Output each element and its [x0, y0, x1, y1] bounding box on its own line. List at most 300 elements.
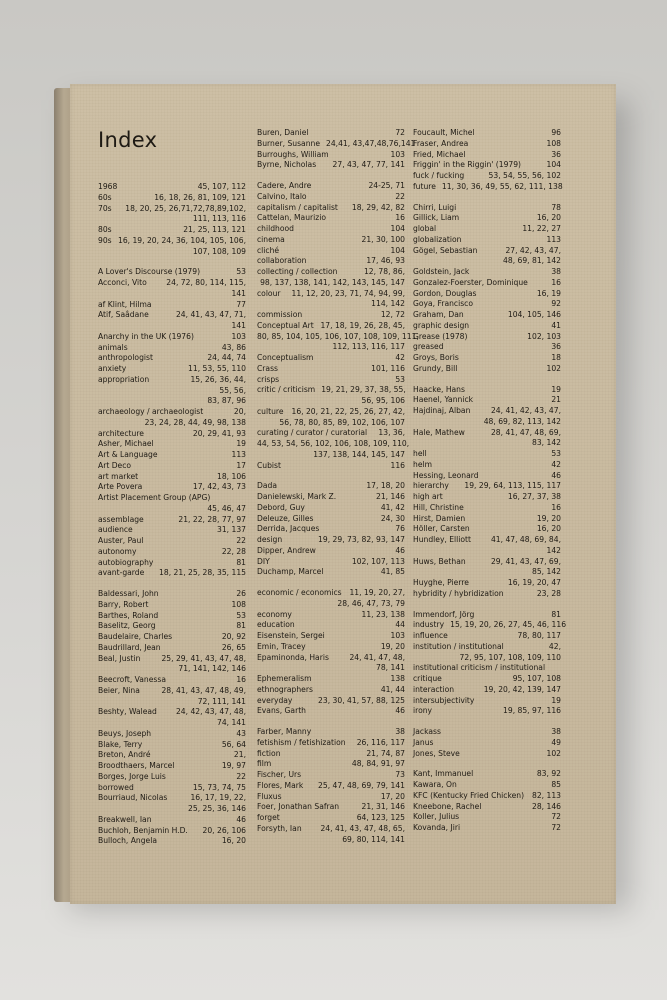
- index-term: Haacke, Hans: [413, 384, 465, 394]
- index-entry: [257, 213, 405, 224]
- index-pages: 104: [390, 224, 405, 233]
- index-term: Huws, Bethan: [413, 556, 466, 566]
- index-entry: [98, 278, 246, 289]
- index-pages: 72: [551, 812, 561, 822]
- index-term: Emin, Tracey: [257, 641, 306, 651]
- index-entry: [98, 793, 246, 804]
- index-pages: 138: [390, 674, 405, 683]
- index-entry: [98, 525, 246, 536]
- index-term: Huyghe, Pierre: [413, 578, 469, 587]
- index-column-3: [413, 128, 567, 834]
- index-term: Gordon, Douglas: [413, 288, 477, 298]
- index-pages: 21, 22, 28, 77, 97: [178, 514, 246, 524]
- index-term: cliché: [257, 245, 280, 255]
- index-pages-continued: 98, 137, 138, 141, 142, 143, 145, 147: [260, 277, 405, 287]
- index-pages: 11, 23, 138: [361, 609, 405, 619]
- index-term: institution / institutional: [413, 641, 504, 651]
- index-entry: [257, 364, 405, 375]
- index-column-2: [257, 128, 419, 845]
- index-entry: [413, 235, 561, 246]
- index-entry: [257, 631, 405, 642]
- index-entry: [98, 536, 246, 547]
- index-pages: 16, 20: [536, 213, 561, 223]
- index-pages: 26: [236, 589, 246, 598]
- index-term: Bulloch, Angela: [98, 836, 157, 846]
- index-term: Art Deco: [98, 460, 132, 470]
- index-pages: 103: [390, 149, 405, 159]
- index-entry: [257, 802, 405, 813]
- index-pages: 41, 44: [380, 684, 405, 694]
- index-term: Barry, Robert: [98, 599, 149, 609]
- index-entry: [413, 332, 561, 343]
- index-term: Graham, Dan: [413, 310, 464, 319]
- index-entry: [98, 407, 246, 418]
- index-entry: [257, 824, 405, 835]
- index-term: Foer, Jonathan Safran: [257, 802, 340, 812]
- index-pages: 15, 73, 74, 75: [192, 782, 246, 792]
- index-term: Beshty, Walead: [98, 707, 157, 717]
- index-pages: 82, 113: [532, 790, 561, 800]
- index-pages-continued: 83, 142: [532, 438, 561, 448]
- index-term: Deleuze, Gilles: [257, 513, 314, 523]
- index-entry: [413, 395, 561, 406]
- index-gap: [413, 193, 561, 203]
- index-term: Borges, Jorge Luis: [98, 771, 166, 781]
- index-pages: 11, 22, 27: [522, 224, 561, 233]
- index-entry: [413, 203, 561, 214]
- index-entry: [98, 761, 246, 772]
- index-pages: 21, 146: [376, 492, 405, 501]
- index-term: institutional criticism / institutional: [413, 663, 546, 673]
- index-entry: [413, 578, 561, 589]
- index-pages: 104, 105, 146: [507, 310, 561, 319]
- index-gap: [413, 375, 561, 385]
- index-entry: [413, 310, 561, 321]
- index-entry: [257, 813, 405, 824]
- index-pages-continued: 72, 111, 141: [197, 696, 246, 706]
- index-term: influence: [413, 631, 448, 640]
- index-pages: 43: [236, 728, 246, 738]
- index-pages: 31, 137: [217, 525, 246, 535]
- index-term: ethnographers: [257, 684, 313, 694]
- index-term: Beier, Nina: [98, 685, 140, 695]
- index-gap: [257, 171, 405, 181]
- index-entry: [98, 515, 246, 526]
- index-pages: 17, 18, 20: [366, 481, 405, 491]
- index-term: avant-garde: [98, 568, 145, 578]
- index-pages: 11, 30, 36, 49, 55, 62, 111, 138: [441, 181, 563, 191]
- index-pages-continued: 69, 80, 114, 141: [342, 834, 405, 844]
- index-pages-continued: 56, 95, 106: [361, 396, 405, 405]
- index-gap: [413, 759, 561, 769]
- index-pages: 53: [236, 267, 246, 277]
- index-pages: 17, 42, 43, 73: [192, 482, 246, 492]
- index-pages: 18, 29, 42, 82: [351, 202, 405, 212]
- index-entry: [98, 236, 246, 247]
- index-entry: [257, 535, 405, 546]
- index-pages: 21: [551, 395, 561, 405]
- index-entry: [257, 524, 405, 535]
- index-term: Kovanda, Jiri: [413, 823, 461, 832]
- index-pages: 24, 72, 80, 114, 115,: [166, 278, 246, 287]
- index-entry: [98, 364, 246, 375]
- index-pages: 83, 87, 96: [207, 396, 246, 406]
- index-term: 70s: [98, 203, 112, 213]
- index-pages: 53, 54, 55, 56, 102: [488, 171, 561, 180]
- index-term: KFC (Kentucky Fried Chicken): [413, 790, 525, 800]
- index-pages: 41, 42: [380, 502, 405, 512]
- index-pages: 41, 47, 48, 69, 84,: [490, 535, 561, 544]
- index-entry: [98, 589, 246, 600]
- index-pages: 85: [551, 780, 561, 789]
- index-entry: [257, 727, 405, 738]
- index-term: fuck / fucking: [413, 171, 465, 180]
- index-term: intersubjectivity: [413, 695, 475, 705]
- index-pages: 137, 138, 144, 145, 147: [313, 449, 405, 459]
- index-pages: 108: [231, 599, 246, 609]
- index-pages: 19, 20, 42, 139, 147: [483, 684, 561, 694]
- index-pages: 23, 28: [536, 588, 561, 598]
- index-pages: 16, 27, 37, 38: [507, 492, 561, 501]
- index-term: Byrne, Nicholas: [257, 160, 317, 170]
- index-entry: [413, 589, 561, 600]
- index-pages: 25, 29, 41, 43, 47, 48,: [161, 653, 246, 663]
- index-term: high art: [413, 492, 443, 501]
- index-term: Buren, Daniel: [257, 128, 309, 137]
- index-pages: 19: [551, 695, 561, 705]
- index-term: Fischer, Urs: [257, 770, 302, 779]
- index-term: Anarchy in the UK (1976): [98, 331, 194, 341]
- index-gap: [257, 471, 405, 481]
- index-pages: 19, 20: [380, 641, 405, 651]
- index-entry: [98, 643, 246, 654]
- index-entry: [413, 780, 561, 791]
- index-pages: 38: [551, 267, 561, 276]
- index-term: autonomy: [98, 546, 137, 556]
- index-pages: 21, 74, 87: [366, 748, 405, 758]
- index-pages: 17, 20: [380, 791, 405, 801]
- index-term: Beal, Justin: [98, 653, 141, 663]
- index-pages-continued: 107, 108, 109: [192, 246, 246, 256]
- index-entry: [257, 588, 405, 599]
- index-entry: [257, 653, 405, 664]
- index-pages: 19, 21, 29, 37, 38, 55,: [321, 385, 406, 395]
- index-entry: [98, 729, 246, 740]
- index-term: collaboration: [257, 256, 307, 266]
- index-entry: [98, 332, 246, 343]
- index-entry: [98, 836, 246, 847]
- index-pages: 24, 44, 74: [207, 353, 246, 363]
- index-entry: [413, 642, 561, 653]
- index-pages: 12, 72: [380, 310, 405, 319]
- index-term: Grundy, Bill: [413, 363, 458, 373]
- index-entry: [413, 160, 561, 171]
- index-pages: 28, 41, 47, 48, 69,: [490, 427, 561, 437]
- index-entry: [98, 310, 246, 321]
- index-term: critic / criticism: [257, 385, 316, 395]
- index-pages: 24, 41, 47, 48,: [349, 652, 405, 662]
- index-pages: 96: [551, 128, 561, 137]
- index-pages: 102: [546, 748, 561, 758]
- index-term: economy: [257, 609, 292, 619]
- index-pages: 16, 20: [536, 524, 561, 534]
- index-pages: 18, 106: [217, 471, 246, 481]
- index-entry: [257, 450, 405, 461]
- index-pages: 83, 92: [536, 769, 561, 779]
- index-term: Foucault, Michel: [413, 128, 475, 137]
- index-pages: 24, 30: [380, 513, 405, 523]
- index-entry: [413, 663, 561, 674]
- index-entry: [413, 492, 561, 503]
- index-entry: [98, 267, 246, 278]
- index-term: Janus: [413, 737, 434, 747]
- index-term: graphic design: [413, 320, 470, 330]
- index-pages: 24, 41, 43, 47, 48, 65,: [320, 823, 405, 833]
- index-entry: [413, 749, 561, 760]
- index-pages: 20, 29, 41, 93: [192, 428, 246, 438]
- index-pages: 12, 78, 86,: [363, 267, 405, 276]
- index-pages: 18, 20, 25, 26,71,72,78,89,102,: [125, 203, 246, 213]
- index-term: Kneebone, Rachel: [413, 801, 482, 811]
- index-entry: [98, 193, 246, 204]
- index-term: autobiography: [98, 557, 154, 567]
- index-gap: [98, 257, 246, 267]
- index-term: Fraser, Andrea: [413, 138, 469, 148]
- index-pages: 24, 41, 43, 47, 71,: [175, 310, 246, 320]
- index-pages: 22: [395, 191, 405, 201]
- index-entry: [257, 385, 405, 396]
- index-pages: 46: [236, 814, 246, 824]
- index-term: Evans, Garth: [257, 706, 306, 716]
- index-entry: [413, 128, 561, 139]
- index-pages-continued: 48, 69, 81, 142: [503, 256, 561, 266]
- index-term: Hill, Christine: [413, 502, 464, 512]
- index-entry: [413, 685, 561, 696]
- index-pages-continued: 74, 141: [217, 718, 246, 727]
- index-term: industry: [413, 620, 445, 630]
- index-term: Chirri, Luigi: [413, 202, 457, 212]
- index-gap: [413, 717, 561, 727]
- index-term: Kant, Immanuel: [413, 769, 474, 779]
- index-term: Fried, Michael: [413, 149, 466, 159]
- index-term: capitalism / capitalist: [257, 202, 338, 212]
- index-term: design: [257, 535, 283, 544]
- index-term: Acconci, Vito: [98, 278, 147, 287]
- index-entry: [257, 375, 405, 386]
- index-term: Koller, Julius: [413, 812, 460, 822]
- index-entry: [257, 759, 405, 770]
- index-entry: [257, 792, 405, 803]
- index-term: af Klint, Hilma: [98, 299, 152, 309]
- index-term: Jackass: [413, 727, 441, 736]
- index-pages-continued: 72, 95, 107, 108, 109, 110: [459, 652, 561, 662]
- index-entry: [257, 620, 405, 631]
- index-pages: 81: [236, 557, 246, 567]
- index-entry: [413, 514, 561, 525]
- index-term: Danielewski, Mark Z.: [257, 492, 337, 501]
- index-pages-continued: 114, 142: [371, 299, 405, 309]
- index-entry: [98, 547, 246, 558]
- index-entry: [413, 727, 561, 738]
- index-pages-continued: 80, 85, 104, 105, 106, 107, 108, 109, 111,: [257, 331, 419, 341]
- index-entry: [413, 406, 561, 417]
- index-term: culture: [257, 406, 284, 416]
- index-pages: 29, 41, 43, 47, 69,: [490, 556, 561, 566]
- index-term: Goldstein, Jack: [413, 267, 470, 276]
- index-pages: 76: [395, 524, 405, 534]
- index-term: Auster, Paul: [98, 536, 144, 545]
- index-pages: 19, 29, 64, 113, 115, 117: [464, 481, 561, 491]
- index-entry: [98, 772, 246, 783]
- index-entry: [98, 396, 246, 407]
- index-pages: 41: [551, 320, 561, 330]
- index-pages: 78: [551, 202, 561, 212]
- index-pages: 26, 116, 117: [356, 737, 405, 747]
- index-entry: [413, 620, 567, 631]
- index-pages: 108: [546, 138, 561, 148]
- index-term: fiction: [257, 748, 281, 758]
- index-entry: [257, 706, 405, 717]
- index-entry: [257, 557, 405, 568]
- index-pages: 102: [546, 363, 561, 373]
- index-term: anxiety: [98, 364, 127, 373]
- index-pages: 16, 17, 19, 22,: [190, 793, 246, 803]
- index-term: archaeology / archaeologist: [98, 407, 204, 416]
- index-entry: [257, 235, 405, 246]
- index-entry: [413, 802, 561, 813]
- index-term: hell: [413, 449, 427, 458]
- index-pages: 19, 85, 97, 116: [503, 706, 561, 716]
- index-gap: [98, 579, 246, 589]
- index-entry: [98, 675, 246, 686]
- index-pages-continued: 111, 113, 116: [192, 214, 246, 224]
- index-pages: 28, 41, 43, 47, 48, 49,: [161, 685, 246, 695]
- index-pages: 11, 53, 55, 110: [188, 364, 246, 373]
- index-pages: 42: [395, 353, 405, 362]
- index-term: helm: [413, 459, 432, 469]
- index-entry: [257, 353, 405, 364]
- index-entry: [413, 823, 561, 834]
- index-pages-continued: 71, 141, 142, 146: [178, 664, 246, 674]
- index-entry: [413, 278, 561, 289]
- index-term: interaction: [413, 684, 455, 694]
- index-term: Breton, André: [98, 750, 151, 760]
- index-term: Barthes, Roland: [98, 610, 159, 620]
- index-pages: 44: [395, 620, 405, 630]
- index-pages: 116: [390, 460, 405, 470]
- index-pages: 24, 41, 42, 43, 47,: [490, 406, 561, 415]
- index-term: 80s: [98, 225, 112, 234]
- index-pages: 16, 19, 20, 24, 36, 104, 105, 106,: [117, 235, 246, 245]
- index-entry: [413, 524, 561, 535]
- index-pages: 38: [395, 727, 405, 736]
- index-entry: [98, 750, 246, 761]
- index-entry: [98, 439, 246, 450]
- index-entry: [257, 160, 405, 171]
- index-entry: [98, 686, 246, 697]
- index-term: 90s: [98, 235, 112, 245]
- index-entry: [257, 407, 405, 418]
- index-term: hybridity / hybridization: [413, 588, 504, 598]
- index-pages: 19, 20: [536, 513, 561, 523]
- index-entry: [98, 300, 246, 311]
- index-pages: 13, 36,: [378, 428, 405, 438]
- index-pages: 36: [551, 149, 561, 159]
- index-term: Cadere, Andre: [257, 181, 312, 190]
- index-term: Cubist: [257, 460, 281, 470]
- index-entry: [413, 674, 561, 685]
- index-entry: [257, 481, 405, 492]
- index-term: Flores, Mark: [257, 780, 304, 790]
- index-term: Grease (1978): [413, 331, 468, 341]
- index-term: art market: [98, 471, 139, 481]
- index-entry: [98, 353, 246, 364]
- index-term: fetishism / fetishization: [257, 737, 346, 747]
- index-gap: [257, 717, 405, 727]
- index-pages: 16: [551, 277, 561, 287]
- index-entry: [257, 738, 405, 749]
- index-pages: 22: [236, 771, 246, 781]
- index-entry: [98, 632, 246, 643]
- index-pages: 22: [236, 536, 246, 545]
- index-term: Debord, Guy: [257, 502, 305, 512]
- index-term: Groys, Boris: [413, 353, 459, 362]
- index-entry: [413, 557, 561, 568]
- index-entry: [98, 558, 246, 569]
- index-term: 60s: [98, 192, 112, 202]
- index-entry: [413, 385, 561, 396]
- index-term: irony: [413, 706, 433, 716]
- index-pages: 17: [236, 460, 246, 470]
- index-entry: [98, 611, 246, 622]
- index-term: Jones, Steve: [413, 748, 460, 758]
- index-pages: 23, 30, 41, 57, 88, 125: [318, 695, 405, 705]
- index-pages: 27, 42, 43, 47,: [505, 245, 561, 255]
- index-gap: [413, 600, 561, 610]
- index-entry: [257, 138, 416, 150]
- index-pages: 53: [236, 610, 246, 620]
- index-pages: 102, 103: [527, 331, 561, 341]
- index-entry: [257, 461, 405, 472]
- index-entry: [413, 481, 561, 492]
- index-entry: [257, 192, 405, 203]
- index-term: anthropologist: [98, 353, 153, 363]
- index-pages-continued: 48, 69, 82, 113, 142: [483, 416, 561, 426]
- index-term: Dipper, Andrew: [257, 545, 316, 555]
- index-pages: 16: [236, 675, 246, 684]
- index-pages: 28, 146: [532, 801, 561, 811]
- index-entry: [98, 343, 246, 354]
- index-term: Baselitz, Georg: [98, 621, 156, 631]
- index-entry: [98, 815, 246, 826]
- index-pages-continued: 55, 56,: [219, 385, 246, 395]
- index-pages: 77: [236, 299, 246, 309]
- index-entry: [413, 706, 561, 717]
- index-pages: 48, 84, 91, 97: [351, 759, 405, 769]
- index-entry: [413, 791, 561, 802]
- index-pages-continued: 25, 25, 36, 146: [188, 804, 246, 813]
- index-entry: [98, 740, 246, 751]
- index-term: Burner, Susanne: [257, 138, 320, 148]
- index-pages: 19, 29, 73, 82, 93, 147: [318, 535, 405, 544]
- index-term: Höller, Carsten: [413, 524, 470, 534]
- index-entry: [413, 182, 561, 193]
- index-pages: 16, 20: [221, 836, 246, 846]
- index-term: economic / economics: [257, 588, 342, 597]
- index-term: animals: [98, 342, 128, 352]
- index-term: Hajdinaj, Alban: [413, 406, 471, 415]
- index-entry: [413, 213, 561, 224]
